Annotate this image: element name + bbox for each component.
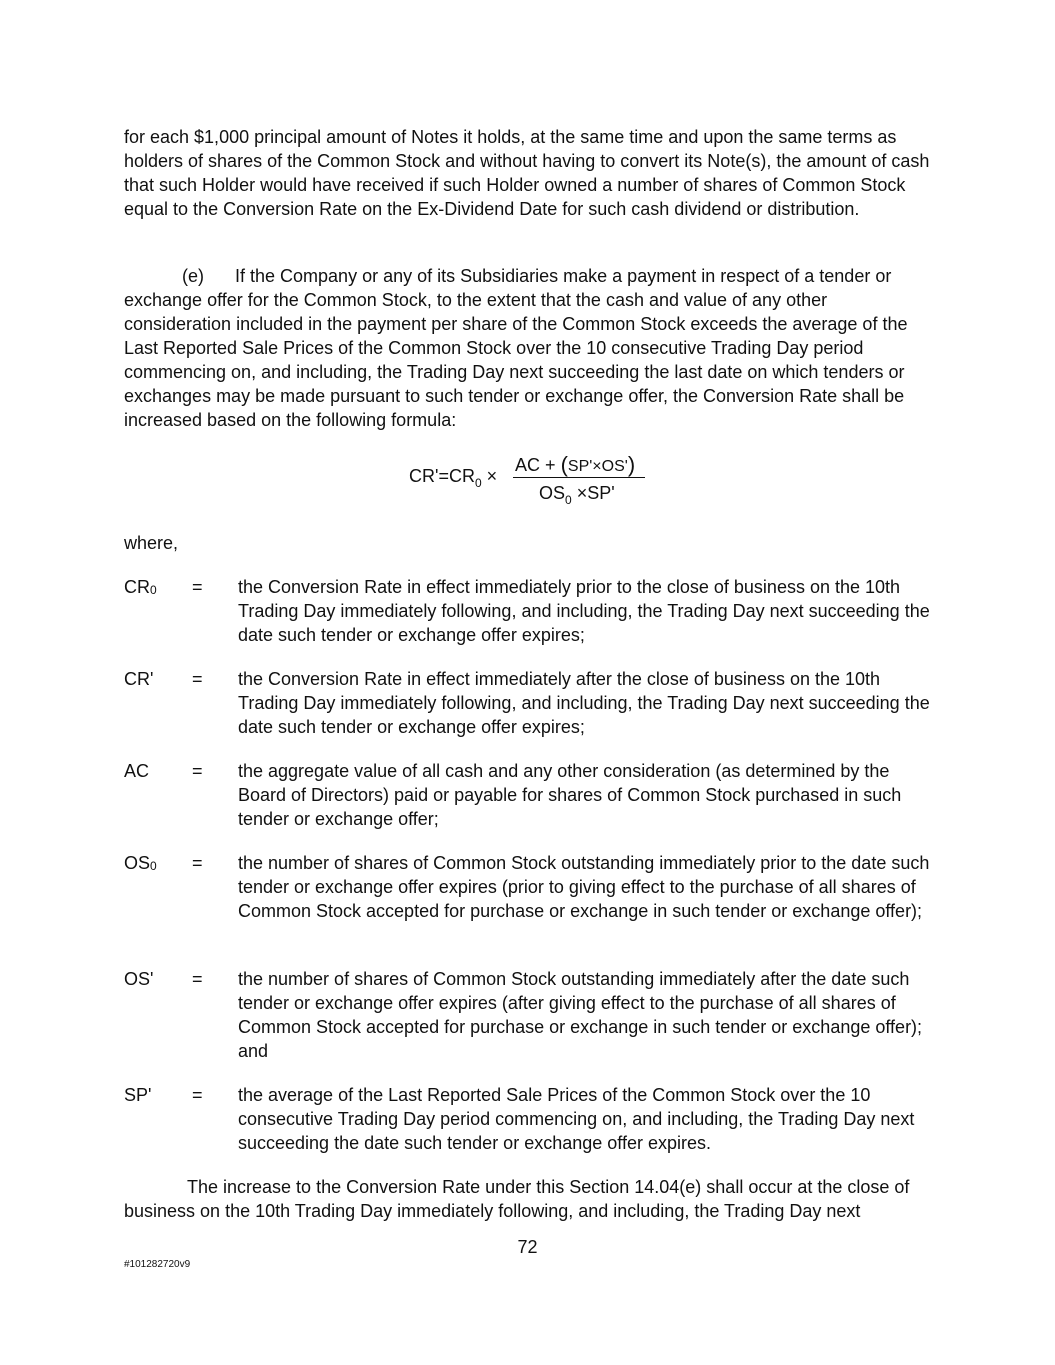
definition-equals: = — [192, 853, 203, 873]
definition-equals: = — [192, 577, 203, 597]
where-label: where, — [124, 533, 179, 553]
formula-open-paren: ( — [560, 452, 568, 477]
document-id: #101282720v9 — [124, 1259, 191, 1270]
definition-term — [124, 851, 157, 878]
formula-cr: CR — [448, 466, 475, 486]
definition-text: the number of shares of Common Stock outstanding immediately after the date such tender or exchange offer expires (after giving effect to the purchase of all shares of Common Stock accepted for purchase or exchange in such tender or exchange offer); and — [238, 969, 923, 1061]
definition-term — [124, 667, 153, 694]
formula-fraction-bar — [513, 477, 645, 478]
conversion-rate-formula — [409, 451, 669, 511]
definition-text: the average of the Last Reported Sale Prices of the Common Stock over the 10 consecutive Trading Day period commencing on, and including, the Trading Day next succeeding the date such tender or exchange offer expires. — [238, 1085, 915, 1153]
term-text: AC — [124, 761, 150, 781]
section-e-label: (e) — [182, 266, 204, 286]
page-number: 72 — [517, 1237, 538, 1257]
formula-numer-sp: SP' — [567, 458, 593, 475]
formula-numer-os: OS' — [601, 458, 628, 475]
paragraph-continuation: for each $1,000 principal amount of Notes it holds, at the same time and upon the same terms as holders of shares of the Common Stock and without having to convert its Note(s), the amount of cash that such Holder would have received if such Holder owned a number of shares of Common Stock equal to the Conversion Rate on the Ex-Dividend Date for such cash dividend or distribution. — [124, 127, 930, 219]
formula-cr-subscript: 0 — [474, 476, 482, 490]
formula-ac: AC — [515, 455, 541, 475]
term-text: SP' — [124, 1085, 152, 1105]
term-text: CR' — [124, 669, 154, 689]
term-text: OS' — [124, 969, 154, 989]
formula-denom-subscript: 0 — [565, 493, 572, 507]
definition-term — [124, 1083, 151, 1110]
definition-term — [124, 575, 157, 602]
paragraph-section-e — [124, 264, 934, 432]
section-e-text: If the Company or any of its Subsidiaries make a payment in respect of a tender or exchange offer for the Common Stock, to the extent that the cash and value of any other consideration included in the payment per share of the Common Stock exceeds the average of the Last Reported Sale Prices of the Common Stock over the 10 consecutive Trading Day period commencing on, and including, the Trading Day next succeeding the last date on which tenders or exchanges may be made pursuant to such tender or exchange offer, the Conversion Rate shall be increased based on the following formula: — [124, 266, 908, 430]
definition-text: the Conversion Rate in effect immediately after the close of business on the 10th Trading Day immediately following, and including, the Trading Day next succeeding the date such tender or exchange offer expires; — [238, 669, 930, 737]
formula-denominator — [539, 483, 615, 507]
term-text: OS — [124, 853, 151, 873]
term-text: CR — [124, 577, 150, 597]
definition-equals: = — [192, 761, 203, 781]
formula-numer-times: × — [592, 458, 602, 475]
formula-close-paren: ) — [627, 452, 636, 477]
term-subscript: 0 — [150, 583, 157, 597]
formula-equals: = — [438, 466, 449, 486]
formula-denom-sp: SP' — [587, 483, 615, 503]
definition-equals: = — [192, 969, 203, 989]
formula-cr-prime: CR' — [409, 466, 439, 486]
definition-text: the aggregate value of all cash and any other consideration (as determined by the Board of Directors) paid or payable for shares of Common Stock purchased in such tender or exchange offer; — [238, 761, 902, 829]
formula-times: × — [486, 466, 498, 486]
formula-lhs — [409, 466, 498, 490]
term-subscript: 0 — [150, 859, 157, 873]
definition-text: the number of shares of Common Stock outstanding immediately prior to the date such tender or exchange offer expires (prior to giving effect to the purchase of all shares of Common Stock accepted for purchase or exchange in such tender or exchange offer); — [238, 853, 930, 921]
formula-numerator — [515, 451, 635, 477]
formula-denom-os: OS — [539, 483, 566, 503]
definition-term — [124, 759, 149, 786]
formula-denom-times: × — [576, 483, 588, 503]
definition-term — [124, 967, 153, 994]
definition-equals: = — [192, 1085, 203, 1105]
paragraph-closing: The increase to the Conversion Rate under this Section 14.04(e) shall occur at the close of business on the 10th Trading Day immediately following, and including, the Trading Day next — [124, 1177, 910, 1221]
definition-text: the Conversion Rate in effect immediately prior to the close of business on the 10th Trading Day immediately following, and including, the Trading Day next succeeding the date such tender or exchange offer expires; — [238, 577, 930, 645]
definition-equals: = — [192, 669, 203, 689]
formula-plus: + — [545, 455, 556, 475]
